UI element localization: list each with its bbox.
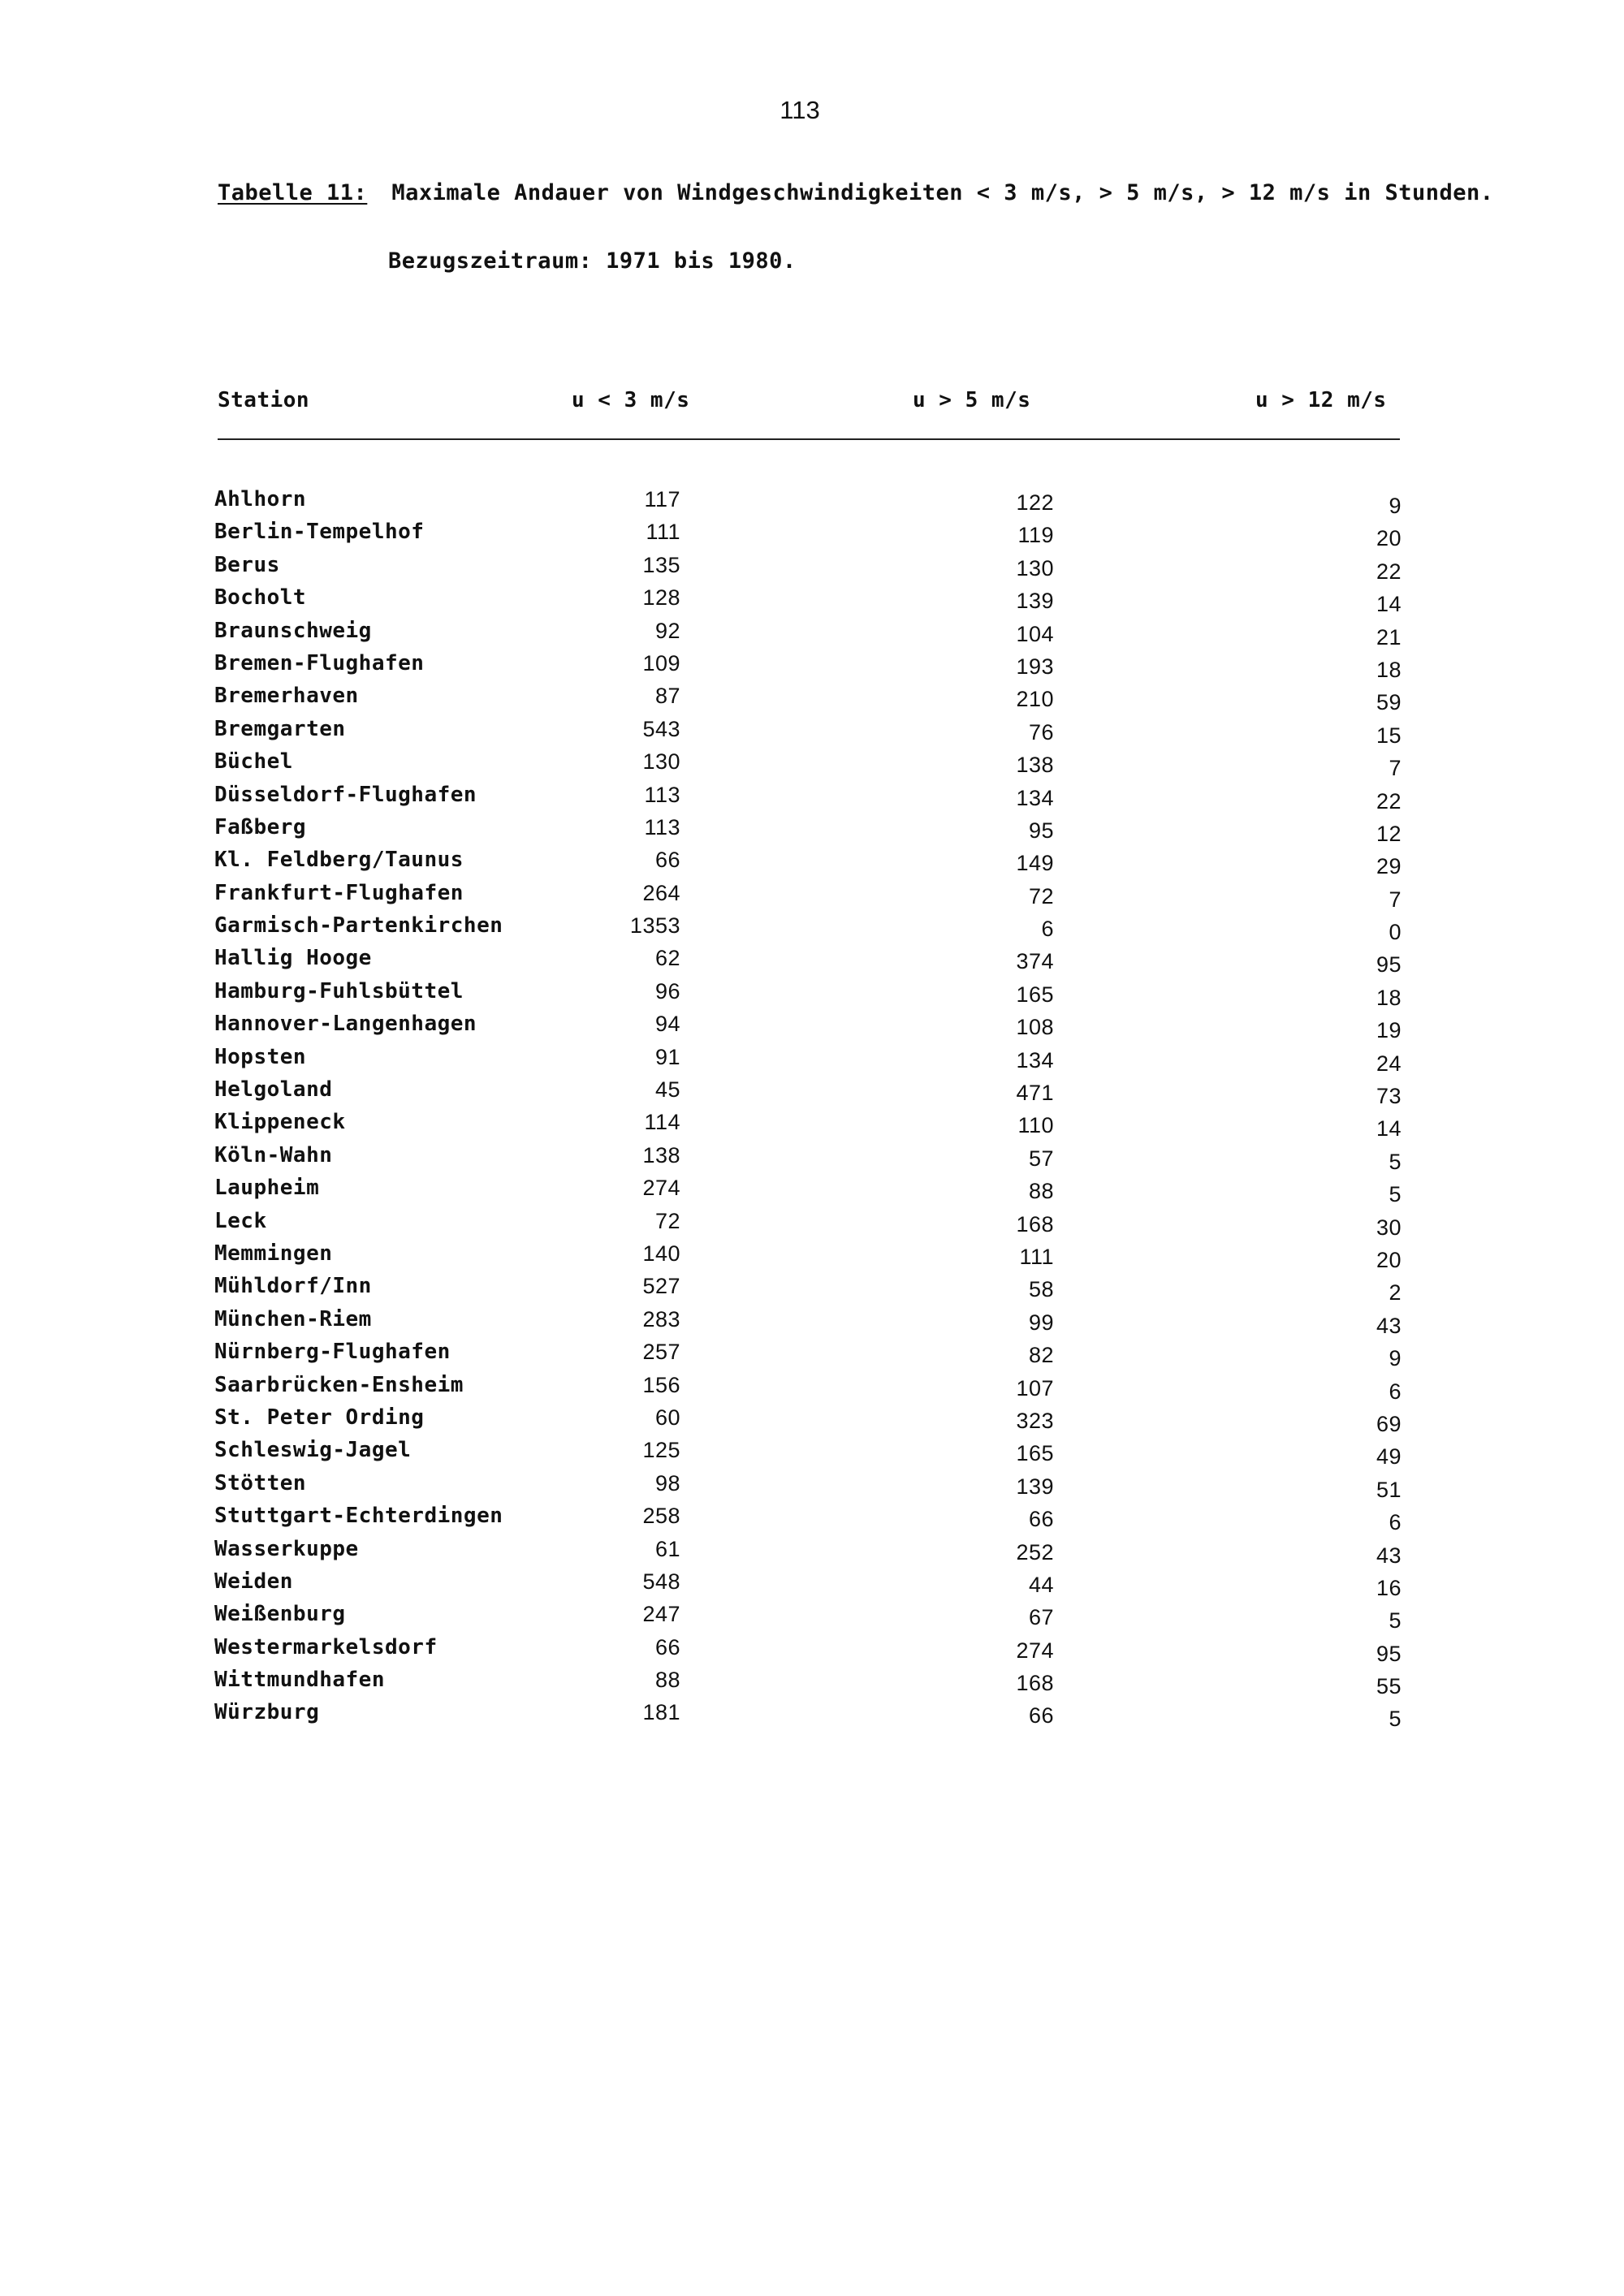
cell-station: Hannover-Langenhagen: [214, 1012, 477, 1037]
page-number: 113: [780, 96, 820, 124]
cell-station: Stuttgart-Echterdingen: [214, 1504, 503, 1529]
cell-gt5: 168: [1016, 1671, 1054, 1696]
cell-station: Hamburg-Fuhlsbüttel: [214, 978, 464, 1003]
cell-gt5: 139: [1016, 589, 1054, 614]
cell-gt12: 2: [1389, 1280, 1402, 1306]
cell-gt12: 9: [1389, 494, 1402, 518]
cell-lt3: 548: [642, 1569, 680, 1594]
table-row: [209, 1143, 1403, 1176]
table-caption: [218, 180, 1494, 205]
table-row: [209, 1340, 1403, 1372]
cell-station: Leck: [214, 1208, 267, 1233]
cell-gt5: 252: [1016, 1539, 1054, 1564]
table-caption-label: Tabelle 11:: [218, 180, 368, 205]
table-row: [209, 1110, 1403, 1142]
table-row: [209, 1373, 1403, 1405]
cell-station: Saarbrücken-Ensheim: [214, 1372, 464, 1397]
cell-lt3: 130: [642, 749, 680, 775]
table-row: [209, 1077, 1403, 1110]
cell-gt12: 6: [1389, 1510, 1402, 1535]
cell-gt12: 5: [1389, 1707, 1402, 1732]
cell-lt3: 98: [654, 1470, 680, 1495]
table-row: [209, 520, 1403, 552]
table-row: [209, 1241, 1403, 1274]
cell-station: Stötten: [214, 1470, 307, 1495]
cell-gt12: 15: [1376, 723, 1402, 748]
cell-gt5: 130: [1016, 555, 1054, 580]
table-row: [209, 1635, 1403, 1668]
cell-lt3: 135: [642, 552, 680, 577]
cell-gt12: 95: [1376, 1641, 1402, 1666]
cell-station: Hopsten: [214, 1044, 307, 1069]
table-row: [209, 717, 1403, 749]
reference-period: Bezugszeitraum: 1971 bis 1980.: [388, 248, 797, 274]
cell-station: Bocholt: [214, 585, 307, 611]
cell-station: Berlin-Tempelhof: [214, 520, 425, 545]
cell-gt5: 110: [1017, 1113, 1054, 1138]
cell-lt3: 91: [654, 1044, 680, 1069]
cell-lt3: 61: [654, 1536, 680, 1561]
cell-lt3: 527: [642, 1274, 680, 1299]
cell-station: Westermarkelsdorf: [214, 1634, 438, 1659]
cell-station: Würzburg: [214, 1700, 320, 1725]
table-row: [209, 1307, 1403, 1340]
cell-station: Bremerhaven: [214, 684, 359, 709]
cell-gt5: 165: [1016, 1441, 1054, 1466]
cell-station: Berus: [214, 552, 280, 577]
cell-gt5: 44: [1028, 1572, 1054, 1597]
cell-gt12: 7: [1389, 756, 1402, 781]
cell-station: Hallig Hooge: [214, 946, 372, 971]
cell-gt5: 274: [1016, 1638, 1054, 1663]
cell-gt5: 374: [1016, 949, 1054, 974]
cell-lt3: 258: [642, 1504, 680, 1529]
cell-station: Bremgarten: [214, 716, 346, 741]
cell-lt3: 257: [642, 1340, 680, 1365]
cell-gt12: 9: [1389, 1346, 1402, 1371]
cell-lt3: 113: [644, 814, 680, 839]
cell-gt5: 134: [1016, 1047, 1054, 1072]
cell-lt3: 45: [654, 1077, 680, 1103]
cell-gt12: 6: [1389, 1379, 1402, 1404]
table-row: [209, 1274, 1403, 1306]
cell-station: Ahlhorn: [214, 487, 307, 511]
cell-station: Wasserkuppe: [214, 1536, 359, 1561]
table-row: [209, 749, 1403, 782]
cell-gt12: 22: [1376, 559, 1402, 584]
table-row: [209, 1504, 1403, 1536]
table-body: [209, 487, 1403, 1733]
cell-gt12: 51: [1376, 1477, 1402, 1502]
table-row: [209, 946, 1403, 978]
header-lt3: u < 3 m/s: [572, 388, 690, 412]
cell-gt5: 111: [1019, 1244, 1054, 1269]
cell-gt12: 14: [1376, 1116, 1402, 1142]
cell-lt3: 138: [642, 1142, 680, 1167]
cell-lt3: 62: [654, 946, 680, 971]
cell-gt5: 139: [1016, 1474, 1054, 1499]
cell-gt12: 5: [1389, 1149, 1402, 1174]
cell-station: Faßberg: [214, 814, 307, 839]
table-row: [209, 1438, 1403, 1470]
cell-station: Kl. Feldberg/Taunus: [214, 848, 464, 873]
table-row: [209, 881, 1403, 913]
cell-station: Büchel: [214, 749, 293, 775]
cell-station: Schleswig-Jagel: [214, 1438, 412, 1463]
cell-gt12: 14: [1376, 592, 1402, 617]
cell-gt12: 43: [1376, 1543, 1402, 1568]
table-row: [209, 553, 1403, 585]
table-row: [209, 1209, 1403, 1241]
cell-lt3: 274: [642, 1176, 680, 1201]
table-row: [209, 1602, 1403, 1634]
cell-station: Braunschweig: [214, 618, 372, 643]
table-row: [209, 848, 1403, 880]
cell-gt5: 57: [1028, 1146, 1054, 1171]
cell-gt12: 5: [1389, 1608, 1402, 1634]
cell-station: Düsseldorf-Flughafen: [214, 782, 477, 807]
cell-gt5: 88: [1028, 1179, 1054, 1204]
cell-lt3: 96: [654, 978, 680, 1003]
cell-gt5: 210: [1016, 687, 1054, 712]
cell-gt12: 18: [1376, 985, 1402, 1010]
cell-station: Nürnberg-Flughafen: [214, 1340, 451, 1365]
table-row: [209, 1537, 1403, 1569]
cell-gt5: 66: [1028, 1703, 1054, 1728]
cell-gt12: 12: [1376, 821, 1402, 846]
table-row: [209, 1012, 1403, 1044]
cell-station: Memmingen: [214, 1241, 333, 1266]
cell-station: Laupheim: [214, 1176, 320, 1201]
cell-gt5: 6: [1041, 917, 1054, 942]
table-row: [209, 1569, 1403, 1602]
cell-lt3: 156: [642, 1372, 680, 1397]
cell-gt12: 5: [1389, 1182, 1402, 1207]
cell-gt12: 7: [1389, 887, 1402, 912]
table-row: [209, 1045, 1403, 1077]
cell-gt5: 76: [1028, 719, 1054, 744]
table-caption-text: Maximale Andauer von Windgeschwindigkeiten < 3 m/s, > 5 m/s, > 12 m/s in Stunden.: [391, 180, 1494, 205]
table-row: [209, 487, 1403, 520]
cell-gt5: 138: [1016, 753, 1054, 778]
cell-gt12: 49: [1376, 1444, 1402, 1470]
cell-gt12: 43: [1376, 1313, 1402, 1338]
cell-station: St. Peter Ording: [214, 1405, 425, 1430]
cell-gt5: 58: [1028, 1277, 1054, 1302]
cell-gt5: 119: [1017, 523, 1054, 548]
cell-lt3: 88: [654, 1668, 680, 1693]
cell-lt3: 128: [642, 585, 680, 611]
cell-lt3: 66: [654, 1634, 680, 1659]
cell-lt3: 113: [644, 782, 680, 807]
cell-lt3: 60: [654, 1405, 680, 1430]
cell-gt5: 168: [1016, 1211, 1054, 1236]
cell-lt3: 543: [642, 716, 680, 741]
cell-station: Mühldorf/Inn: [214, 1274, 372, 1299]
cell-gt5: 471: [1016, 1081, 1054, 1106]
cell-lt3: 264: [642, 880, 680, 905]
cell-lt3: 181: [642, 1700, 680, 1725]
cell-gt12: 20: [1376, 526, 1402, 551]
cell-gt12: 30: [1376, 1215, 1402, 1240]
table-row: [209, 651, 1403, 684]
cell-gt12: 22: [1376, 788, 1402, 814]
cell-gt5: 66: [1028, 1507, 1054, 1532]
table-row: [209, 684, 1403, 716]
cell-gt12: 18: [1376, 657, 1402, 682]
cell-gt5: 134: [1016, 785, 1054, 810]
cell-station: Köln-Wahn: [214, 1142, 333, 1167]
cell-gt5: 122: [1016, 490, 1054, 515]
cell-station: Helgoland: [214, 1077, 333, 1103]
cell-station: Wittmundhafen: [214, 1668, 385, 1693]
cell-lt3: 72: [654, 1208, 680, 1233]
table-row: [209, 1668, 1403, 1700]
cell-lt3: 114: [644, 1110, 680, 1135]
table-row: [209, 1471, 1403, 1504]
cell-lt3: 87: [654, 684, 680, 709]
cell-gt12: 55: [1376, 1674, 1402, 1699]
header-gt5: u > 5 m/s: [913, 388, 1031, 412]
cell-lt3: 66: [654, 848, 680, 873]
cell-lt3: 1353: [629, 913, 680, 939]
cell-gt5: 193: [1016, 654, 1054, 679]
wind-duration-table: [209, 388, 1403, 1732]
table-row: [209, 1700, 1403, 1733]
table-row: [209, 979, 1403, 1012]
cell-gt5: 95: [1028, 818, 1054, 843]
cell-gt5: 99: [1028, 1310, 1054, 1335]
cell-lt3: 117: [644, 487, 680, 511]
cell-gt12: 69: [1376, 1411, 1402, 1436]
cell-gt12: 73: [1376, 1084, 1402, 1109]
cell-gt12: 29: [1376, 854, 1402, 879]
cell-lt3: 92: [654, 618, 680, 643]
table-row: [209, 585, 1403, 618]
table-header-row: [209, 388, 1403, 425]
cell-gt12: 16: [1376, 1575, 1402, 1600]
cell-gt12: 95: [1376, 952, 1402, 978]
cell-station: Bremen-Flughafen: [214, 650, 425, 675]
cell-gt5: 67: [1028, 1605, 1054, 1630]
cell-gt12: 21: [1376, 624, 1402, 650]
header-divider: [218, 438, 1400, 440]
table-row: [209, 783, 1403, 815]
cell-station: Garmisch-Partenkirchen: [214, 913, 503, 939]
cell-gt5: 323: [1016, 1408, 1054, 1433]
cell-station: Klippeneck: [214, 1110, 346, 1135]
header-gt12: u > 12 m/s: [1255, 388, 1387, 412]
cell-gt5: 149: [1016, 851, 1054, 876]
cell-lt3: 247: [642, 1602, 680, 1627]
cell-station: Weiden: [214, 1569, 293, 1594]
cell-lt3: 125: [642, 1438, 680, 1463]
cell-gt12: 24: [1376, 1051, 1402, 1076]
cell-station: Weißenburg: [214, 1602, 346, 1627]
cell-lt3: 94: [654, 1012, 680, 1037]
cell-gt12: 20: [1376, 1247, 1402, 1272]
cell-gt5: 72: [1028, 883, 1054, 908]
cell-gt5: 108: [1016, 1015, 1054, 1040]
cell-lt3: 283: [642, 1306, 680, 1331]
cell-gt12: 19: [1376, 1018, 1402, 1043]
table-row: [209, 1176, 1403, 1208]
cell-gt5: 107: [1016, 1375, 1054, 1400]
cell-lt3: 111: [646, 520, 680, 545]
cell-lt3: 140: [642, 1241, 680, 1266]
table-row: [209, 619, 1403, 651]
cell-lt3: 109: [642, 650, 680, 675]
cell-station: Frankfurt-Flughafen: [214, 880, 464, 905]
header-station: Station: [218, 388, 310, 412]
table-row: [209, 913, 1403, 946]
table-row: [209, 1405, 1403, 1438]
cell-gt5: 104: [1016, 621, 1054, 646]
cell-gt5: 165: [1016, 982, 1054, 1007]
cell-gt5: 82: [1028, 1343, 1054, 1368]
table-row: [209, 815, 1403, 848]
cell-gt12: 59: [1376, 690, 1402, 715]
cell-station: München-Riem: [214, 1306, 372, 1331]
cell-gt12: 0: [1389, 920, 1402, 945]
